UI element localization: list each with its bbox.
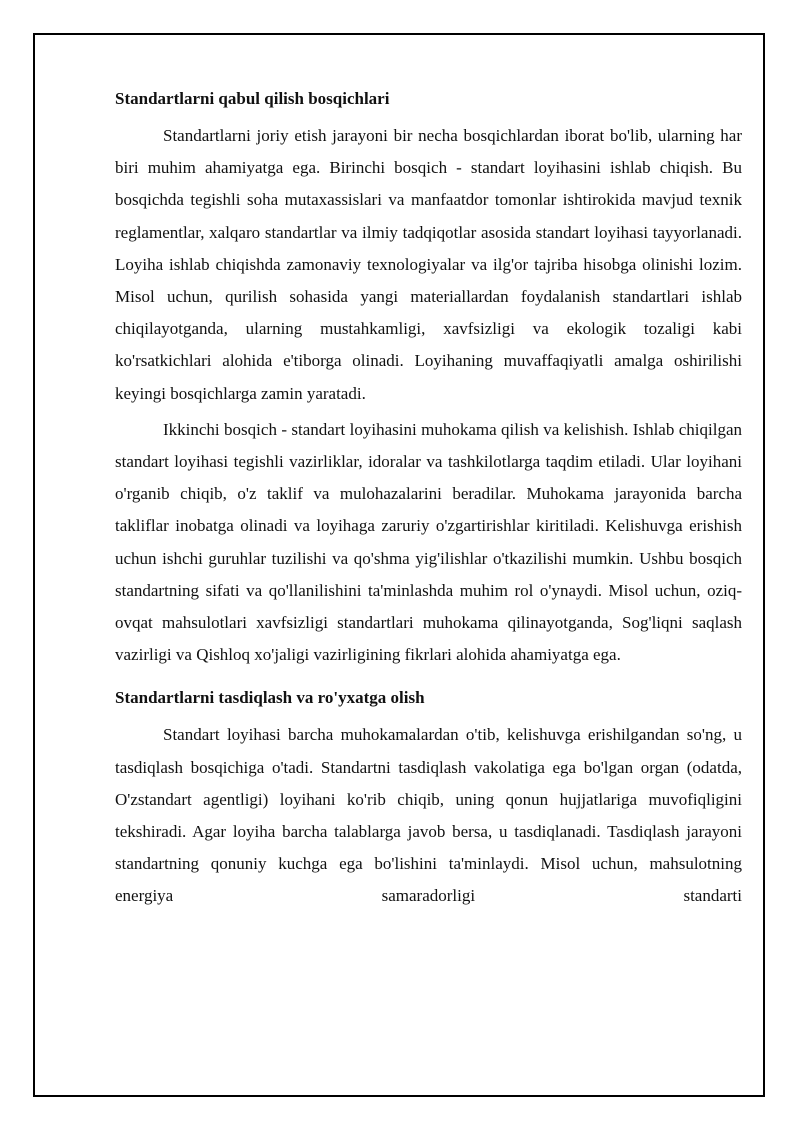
paragraph-approval: Standart loyihasi barcha muhokamalardan o'tib, kelishuvga erishilgandan so'ng, u tasdiqlash bosqichiga o'tadi. Standartni tasdiqlash vakolatiga ega bo'lgan organ (odatda, O'zstandart agentligi) loyihani ko'rib chiqib, uning qonun hujjatlariga muvofiqligini tekshiradi. Agar loyiha barcha talablarga javob bersa, u tasdiqlanadi. Tasdiqlash jarayoni standartning qonuniy kuchga ega bo'lishini ta'minlaydi. Misol uchun, mahsulotning energiya samaradorligi standarti (115, 725, 742, 906)
paragraph-first-stage: Standartlarni joriy etish jarayoni bir necha bosqichlardan iborat bo'lib, ularning har biri muhim ahamiyatga ega. Birinchi bosqich - standart loyihasini ishlab chiqish. Bu bosqichda tegishli soha mutaxassislari va manfaatdor tomonlar ishtirokida mavjud texnik reglamentlar, xalqaro standartlar va ilmiy tadqiqotlar asosida standart loyihasi tayyorlanadi. Loyiha ishlab chiqishda zamonaviy texnologiyalar va ilg'or tajriba hisobga olinishi lozim. Misol uchun, qurilish sohasida yangi materiallardan foydalanish standartlari ishlab chiqilayotganda, ularning mustahkamligi, xavfsizligi va ekologik tozaligi kabi ko'rsatkichlari alohida e'tiborga olinadi. Loyihaning muvaffaqiyatli amalga oshirilishi keyingi bosqichlarga zamin yaratadi. (115, 126, 742, 403)
document-body (115, 86, 742, 917)
section-heading-adoption-stages: Standartlarni qabul qilish bosqichlari (115, 89, 390, 108)
paragraph-second-stage: Ikkinchi bosqich - standart loyihasini muhokama qilish va kelishish. Ishlab chiqilgan standart loyihasi tegishli vazirliklar, idoralar va tashkilotlarga taqdim etiladi. Ular loyihani o'rganib chiqib, o'z taklif va mulohazalarini beradilar. Muhokama jarayonida barcha takliflar inobatga olinadi va loyihaga zaruriy o'zgartirishlar kiritiladi. Kelishuvga erishish uchun ishchi guruhlar tuzilishi va qo'shma yig'ilishlar o'tkazilishi mumkin. Ushbu bosqich standartning sifati va qo'llanilishini ta'minlashda muhim rol o'ynaydi. Misol uchun, oziq-ovqat mahsulotlari xavfsizligi standartlari muhokama qilinayotganda, Sog'liqni saqlash vazirligi va Qishloq xo'jaligi vazirligining fikrlari alohida ahamiyatga ega. (115, 419, 742, 665)
section-heading-approval-registration: Standartlarni tasdiqlash va ro'yxatga olish (115, 688, 425, 708)
